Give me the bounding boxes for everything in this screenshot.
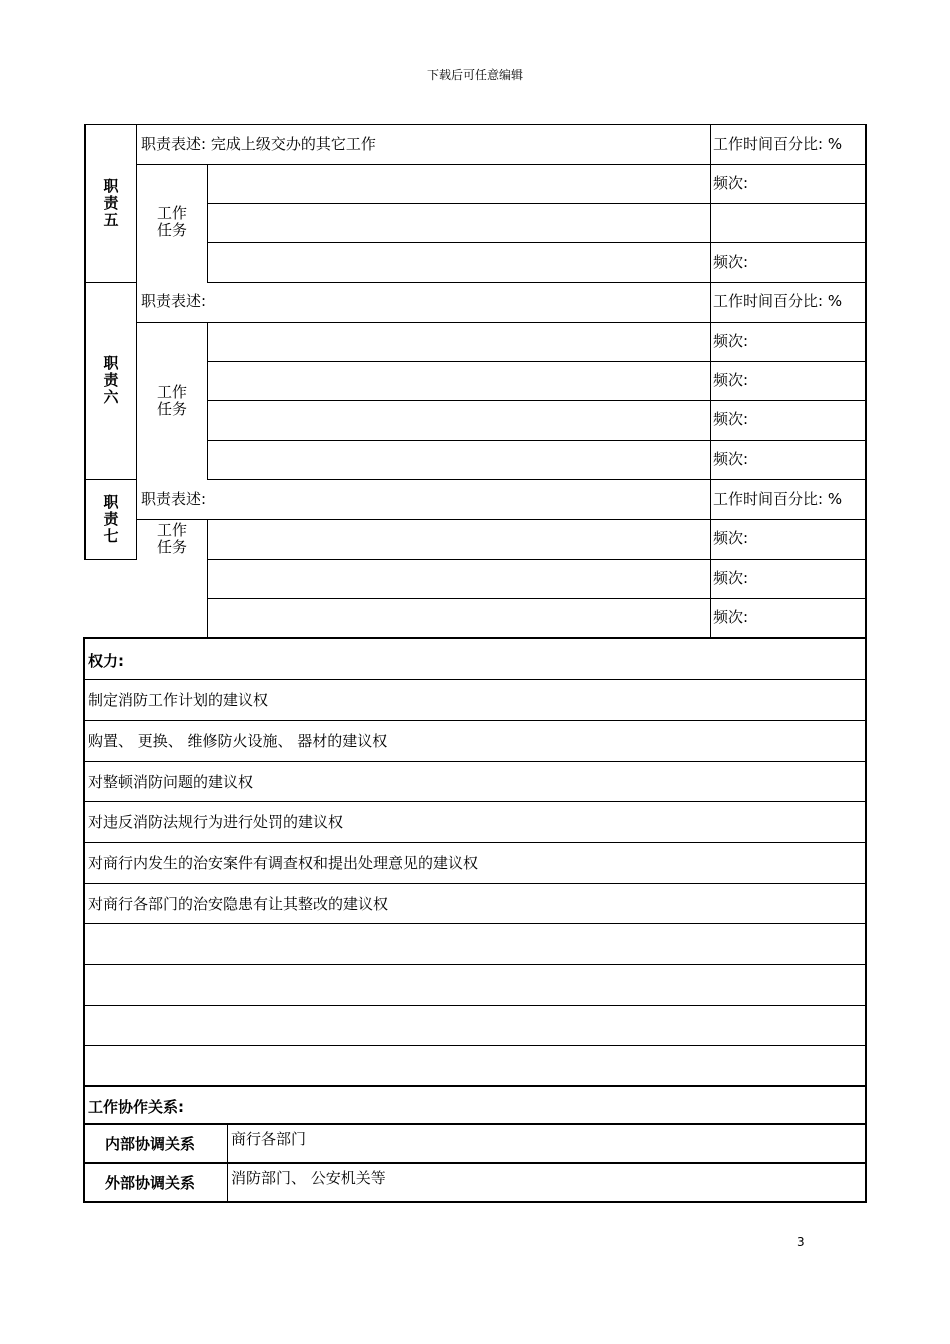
- duty-7-task-input[interactable]: [207, 559, 711, 599]
- duty-6-label-cell: [84, 282, 137, 480]
- duty-5-freq-label: 频次:: [713, 253, 749, 271]
- duty-7-task-label-line: 工作: [156, 521, 187, 539]
- header-note: 下载后可任意编辑: [426, 68, 523, 82]
- duty-7-freq-cell[interactable]: [710, 559, 867, 599]
- duty-6-label-char: 六: [103, 388, 119, 406]
- cooperation-title: 工作协作关系:: [88, 1098, 184, 1116]
- page-number: 3: [797, 1235, 805, 1249]
- power-item-row[interactable]: [85, 721, 865, 762]
- duty-6-task-label-cell: [136, 322, 208, 480]
- duty-7-description: 职责表述:: [141, 490, 207, 508]
- duty-7-description-cell[interactable]: [136, 479, 711, 520]
- duty-6-label-char: 职: [103, 354, 119, 372]
- power-item-text: 对违反消防法规行为进行处罚的建议权: [88, 813, 344, 831]
- duty-7-time-pct-cell[interactable]: [710, 479, 867, 520]
- duty-6-time-pct-cell[interactable]: [710, 282, 867, 323]
- powers-title: 权力:: [88, 652, 124, 670]
- duty-6-time-pct-label: 工作时间百分比: %: [713, 292, 843, 310]
- duty-6-task-label-line: 工作: [156, 383, 187, 401]
- duty-6-task-label-line: 任务: [156, 400, 187, 418]
- duty-5-label-char: 五: [103, 211, 119, 229]
- duty-5-label-char: 责: [103, 194, 119, 212]
- power-item-row[interactable]: [85, 965, 865, 1006]
- cooperation-internal-label-cell: [85, 1125, 228, 1162]
- cooperation-internal-label: 内部协调关系: [105, 1135, 196, 1153]
- duty-7-freq-cell[interactable]: [710, 519, 867, 560]
- power-item-text: 购置、 更换、 维修防火设施、 器材的建议权: [88, 732, 388, 750]
- power-item-text: 制定消防工作计划的建议权: [88, 691, 269, 709]
- duty-5-task-label-line: 任务: [156, 221, 187, 239]
- duty-7-task-label-cell: [136, 519, 208, 638]
- duty-5-label-char: 职: [103, 177, 119, 195]
- duty-7-freq-label: 频次:: [713, 529, 749, 547]
- cooperation-external-value-cell[interactable]: [228, 1164, 865, 1201]
- duty-6-freq-label: 频次:: [713, 410, 749, 428]
- duty-5-label-cell: [84, 124, 137, 283]
- duty-7-freq-label: 频次:: [713, 569, 749, 587]
- duty-7-time-pct-label: 工作时间百分比: %: [713, 490, 843, 508]
- duty-7-freq-cell[interactable]: [710, 598, 867, 638]
- power-item-row[interactable]: [85, 1046, 865, 1085]
- duty-5-freq-label: 频次:: [713, 174, 749, 192]
- duty-6-freq-label: 频次:: [713, 450, 749, 468]
- duty-6-label-char: 责: [103, 371, 119, 389]
- duty-7-label-char: 七: [103, 527, 119, 545]
- power-item-row[interactable]: [85, 1006, 865, 1046]
- power-item-row[interactable]: [85, 762, 865, 802]
- duty-5-description-cell[interactable]: [136, 124, 711, 165]
- duty-6-freq-cell[interactable]: [710, 322, 867, 362]
- powers-title-row: [85, 639, 865, 680]
- cooperation-internal-row: [85, 1125, 865, 1164]
- duty-5-time-pct-cell[interactable]: [710, 124, 867, 165]
- duty-5-description: 职责表述: 完成上级交办的其它工作: [141, 135, 376, 153]
- cooperation-section: [83, 1085, 867, 1203]
- duty-7-freq-label: 频次:: [713, 608, 749, 626]
- duty-7-task-input[interactable]: [207, 519, 711, 560]
- cooperation-internal-value-cell[interactable]: [228, 1125, 865, 1162]
- duty-7-label-char: 责: [103, 510, 119, 528]
- cooperation-internal-value: 商行各部门: [231, 1130, 307, 1148]
- cooperation-external-label-cell: [85, 1164, 228, 1201]
- power-item-row[interactable]: [85, 680, 865, 721]
- power-item-text: 对商行各部门的治安隐患有让其整改的建议权: [88, 895, 389, 913]
- duty-6-task-input[interactable]: [207, 361, 711, 401]
- duty-7-label-char: 职: [103, 493, 119, 511]
- duty-5-task-input[interactable]: [207, 203, 711, 243]
- duty-7-label-cell: [84, 479, 137, 560]
- power-item-text: 对整顿消防问题的建议权: [88, 773, 254, 791]
- duty-5-freq-cell[interactable]: [710, 203, 867, 243]
- cooperation-external-label: 外部协调关系: [105, 1174, 196, 1192]
- duty-5-freq-cell[interactable]: [710, 164, 867, 204]
- duty-6-task-input[interactable]: [207, 322, 711, 362]
- duty-6-freq-cell[interactable]: [710, 361, 867, 401]
- duty-6-freq-cell[interactable]: [710, 440, 867, 480]
- duty-7-task-label-line: 任务: [156, 538, 187, 556]
- duty-6-freq-label: 频次:: [713, 371, 749, 389]
- duty-6-description-cell[interactable]: [136, 282, 711, 323]
- duty-7-task-input[interactable]: [207, 598, 711, 638]
- duty-5-task-label-cell: [136, 164, 208, 283]
- duty-5-task-label-line: 工作: [156, 204, 187, 222]
- duty-5-time-pct-label: 工作时间百分比: %: [713, 135, 843, 153]
- duty-6-freq-cell[interactable]: [710, 400, 867, 441]
- power-item-row[interactable]: [85, 802, 865, 843]
- power-item-row[interactable]: [85, 884, 865, 924]
- duty-5-task-input[interactable]: [207, 164, 711, 204]
- duty-5-task-input[interactable]: [207, 242, 711, 283]
- powers-section: [83, 637, 867, 1087]
- power-item-text: 对商行内发生的治安案件有调查权和提出处理意见的建议权: [88, 854, 479, 872]
- cooperation-external-row: [85, 1164, 865, 1201]
- duty-6-description: 职责表述:: [141, 292, 207, 310]
- power-item-row[interactable]: [85, 843, 865, 884]
- power-item-row[interactable]: [85, 924, 865, 965]
- duty-6-task-input[interactable]: [207, 440, 711, 480]
- cooperation-title-row: [85, 1087, 865, 1125]
- cooperation-external-value: 消防部门、 公安机关等: [231, 1169, 386, 1187]
- duty-6-freq-label: 频次:: [713, 332, 749, 350]
- duty-6-task-input[interactable]: [207, 400, 711, 441]
- duty-5-freq-cell[interactable]: [710, 242, 867, 283]
